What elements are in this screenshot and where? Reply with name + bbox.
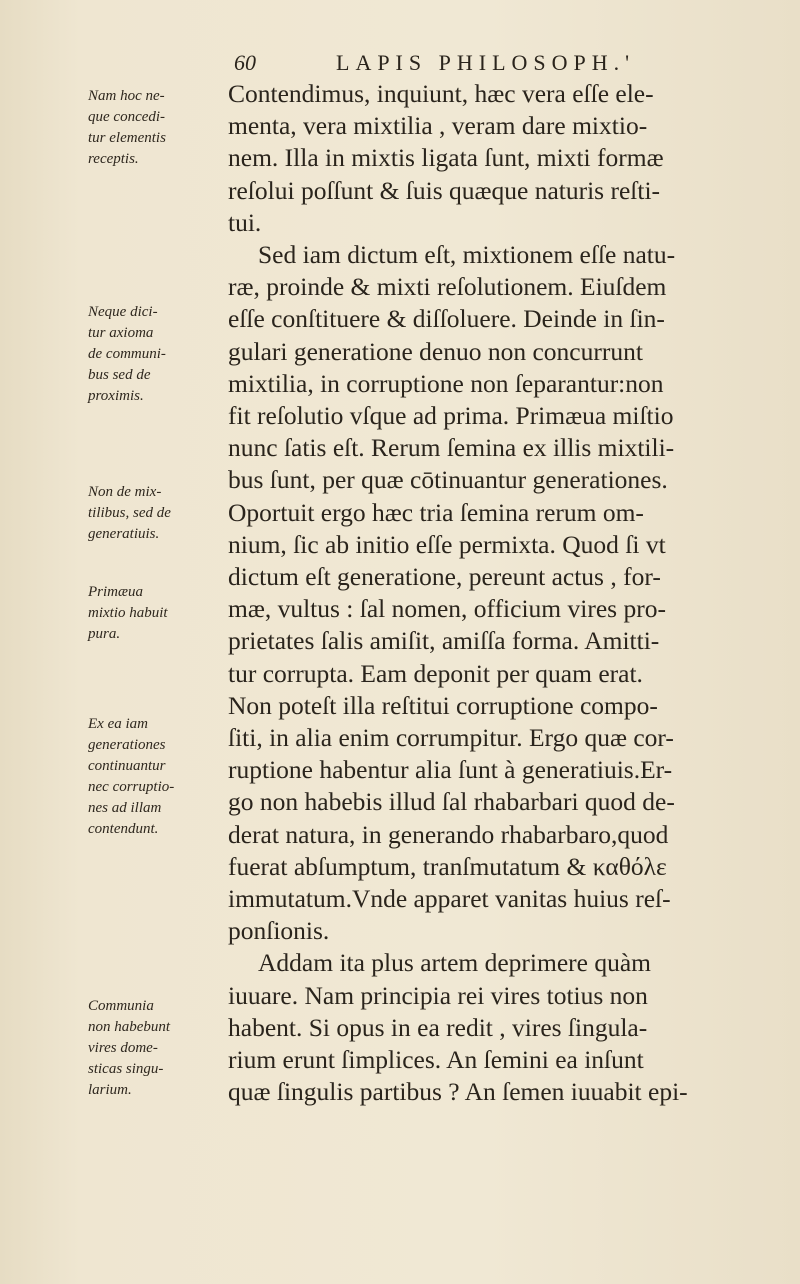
marginal-note-line: Ex ea iam: [88, 716, 148, 732]
marginal-note-line: Communia: [88, 998, 154, 1014]
marginal-note-line: Nam hoc ne-: [88, 88, 165, 104]
marginal-note-line: generationes: [88, 737, 166, 753]
marginal-note-line: Primæua: [88, 584, 144, 600]
marginal-note-line: non habebunt: [88, 1019, 171, 1035]
text-line: nunc ſatis eſt. Rerum ſemina ex illis mixtili-: [228, 433, 675, 463]
marginal-note-line: larium.: [88, 1082, 132, 1098]
text-line: rium erunt ſimplices. An ſemini ea inſunt: [228, 1045, 644, 1075]
text-line: mæ, vultus : ſal nomen, officium vires pro-: [228, 594, 666, 624]
text-line: tur corrupta. Eam deponit per quam erat.: [228, 658, 643, 688]
text-line: ſiti, in alia enim corrumpitur. Ergo quæ cor-: [228, 723, 674, 753]
marginal-note-line: tilibus, sed de: [88, 505, 171, 521]
text-line: fit reſolutio vſque ad prima. Primæua miſtio: [228, 401, 674, 431]
marginal-note-line: que concedi-: [88, 109, 166, 125]
marginal-note: [88, 86, 216, 170]
marginal-note-line: bus sed de: [88, 367, 151, 383]
marginal-note-line: tur elementis: [88, 130, 166, 146]
text-line: prietates ſalis amiſit, amiſſa forma. Amitti-: [228, 626, 660, 656]
marginal-note-line: sticas singu-: [88, 1061, 164, 1077]
marginal-note-line: Non de mix-: [88, 484, 162, 500]
text-line: reſolui poſſunt & ſuis quæque naturis reſti-: [228, 175, 661, 205]
text-line: nium, ſic ab initio eſſe permixta. Quod ſi vt: [228, 529, 666, 559]
text-line: immutatum.Vnde apparet vanitas huius reſ-: [228, 884, 671, 914]
marginal-note-line: Neque dici-: [88, 304, 158, 320]
text-line: tui.: [228, 207, 262, 237]
text-line: ponſionis.: [228, 916, 330, 946]
marginal-note: [88, 714, 216, 840]
marginal-note-line: proximis.: [88, 388, 144, 404]
text-line: eſſe conſtituere & diſſoluere. Deinde in ſin-: [228, 304, 665, 334]
marginal-note: [88, 582, 216, 645]
text-line: Addam ita plus artem deprimere quàm: [258, 948, 651, 978]
marginal-note-line: receptis.: [88, 151, 139, 167]
page-header: [0, 44, 800, 80]
text-line: quæ ſingulis partibus ? An ſemen iuuabit epi-: [228, 1077, 688, 1107]
marginal-note: [88, 482, 216, 545]
text-line: gulari generatione denuo non concurrunt: [228, 336, 643, 366]
text-line: bus ſunt, per quæ cōtinuantur generationes.: [228, 465, 668, 495]
text-line: menta, vera mixtilia , veram dare mixtio-: [228, 111, 648, 141]
text-line: nem. Illa in mixtis ligata ſunt, mixti formæ: [228, 143, 664, 173]
marginal-note-line: vires dome-: [88, 1040, 158, 1056]
text-line: fuerat abſumptum, tranſmutatum & καθόλε: [228, 851, 667, 881]
text-line: ræ, proinde & mixti reſolutionem. Eiuſdem: [228, 272, 667, 302]
running-title: LAPIS PHILOSOPH.': [336, 50, 636, 75]
body-text: [228, 78, 773, 1109]
text-line: Oportuit ergo hæc tria ſemina rerum om-: [228, 497, 644, 527]
marginal-note-line: nes ad illam: [88, 800, 162, 816]
text-line: Non poteſt illa reſtitui corruptione compo-: [228, 690, 658, 720]
marginal-note-line: tur axioma: [88, 325, 154, 341]
marginal-note-line: nec corruptio-: [88, 779, 175, 795]
marginal-note-line: mixtio habuit: [88, 605, 168, 621]
marginal-note-line: generatiuis.: [88, 526, 160, 542]
text-line: mixtilia, in corruptione non ſeparantur:non: [228, 368, 664, 398]
text-line: iuuare. Nam principia rei vires totius non: [228, 980, 648, 1010]
text-line: go non habebis illud ſal rhabarbari quod de-: [228, 787, 675, 817]
marginal-note-line: pura.: [88, 626, 121, 642]
page-number: 60: [234, 50, 256, 75]
marginal-note-line: contendunt.: [88, 821, 159, 837]
text-line: dictum eſt generatione, pereunt actus , for-: [228, 562, 661, 592]
text-line: derat natura, in generando rhabarbaro,quod: [228, 819, 669, 849]
marginal-note-line: continuantur: [88, 758, 166, 774]
marginal-note: [88, 996, 216, 1101]
text-line: Sed iam dictum eſt, mixtionem eſſe natu-: [258, 240, 676, 270]
marginal-note: [88, 302, 216, 407]
text-line: ruptione habentur alia ſunt à generatiuis.Er-: [228, 755, 673, 785]
text-line: habent. Si opus in ea redit , vires ſingula-: [228, 1012, 648, 1042]
text-line: Contendimus, inquiunt, hæc vera eſſe ele-: [228, 79, 654, 108]
marginal-note-line: de communi-: [88, 346, 166, 362]
